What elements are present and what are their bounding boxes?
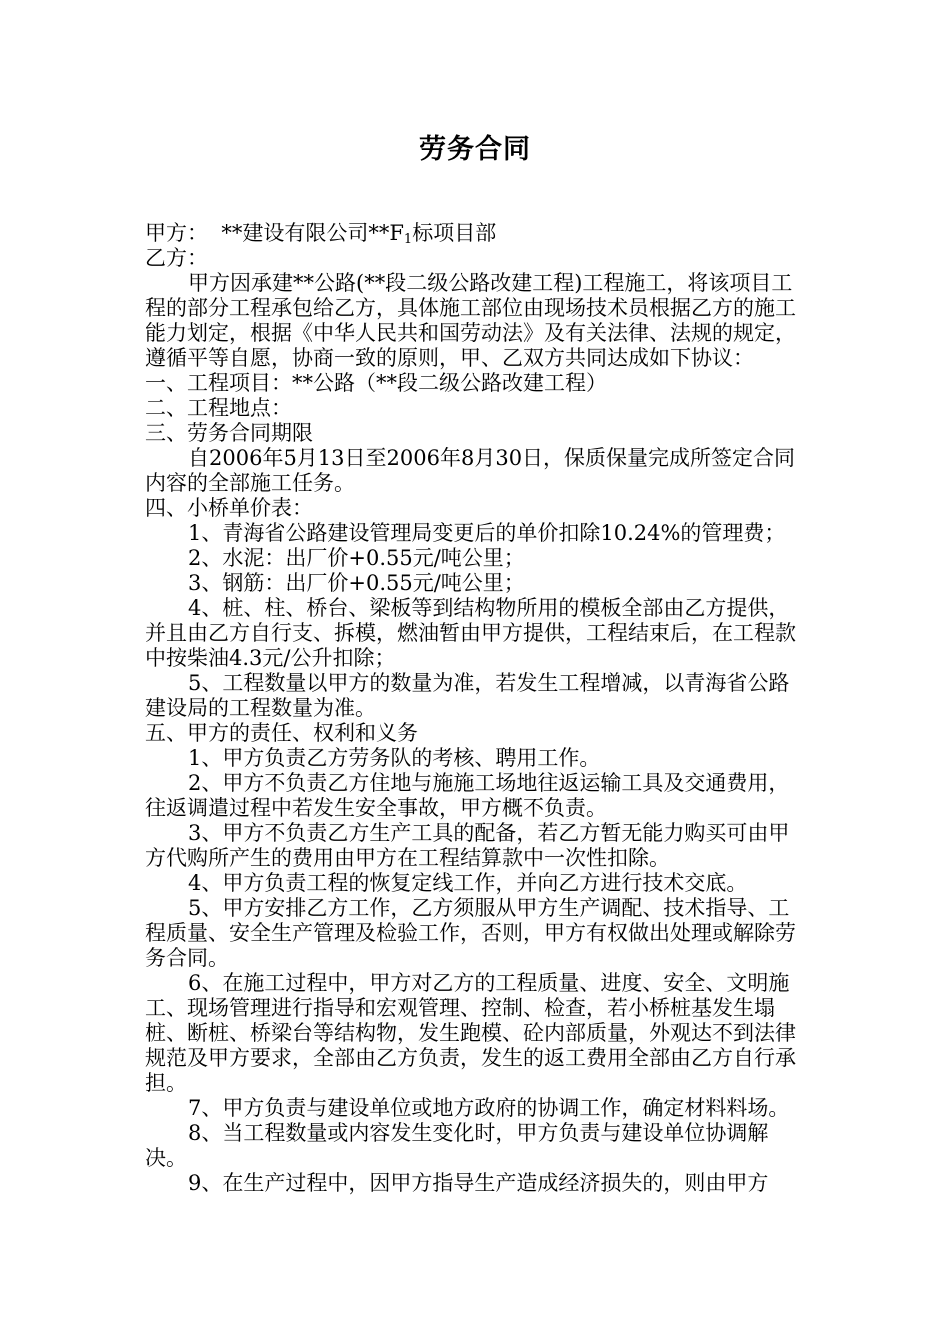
section-3-item-1: 自2006年5月13日至2006年8月30日，保质保量完成所签定合同内容的全部施工任务。	[145, 446, 796, 495]
preamble-paragraph: 甲方因承建**公路(**段二级公路改建工程)工程施工，将该项目工程的部分工程承包给乙方，具体施工部位由现场技术员根据乙方的施工能力划定，根据《中华人民共和国劳动法》及有关法律、法规的规定，遵循平等自愿，协商一致的原则，甲、乙双方共同达成如下协议：	[145, 271, 796, 370]
section-heading-2: 二、工程地点：	[145, 396, 292, 420]
document-title: 劳务合同	[419, 134, 531, 165]
section-heading-5: 五、甲方的责任、权利和义务	[145, 721, 418, 745]
section-4-item-3: 3、钢筋：出厂价+0.55元/吨公里；	[188, 571, 525, 595]
party-b-line: 乙方：	[145, 246, 208, 270]
section-4-item-5: 5、工程数量以甲方的数量为准，若发生工程增减，以青海省公路建设局的工程数量为准。	[145, 671, 790, 720]
section-5-item-8: 8、当工程数量或内容发生变化时，甲方负责与建设单位协调解决。	[145, 1121, 769, 1170]
party-a-subscript: 1	[403, 232, 413, 247]
section-5-item-9: 9、在生产过程中，因甲方指导生产造成经济损失的，则由甲方	[188, 1171, 769, 1195]
section-5-item-1: 1、甲方负责乙方劳务队的考核、聘用工作。	[188, 746, 601, 770]
section-heading-1: 一、工程项目：**公路（**段二级公路改建工程）	[145, 371, 607, 395]
document-body	[145, 221, 807, 1196]
section-5-item-6: 6、在施工过程中，甲方对乙方的工程质量、进度、安全、文明施工、现场管理进行指导和宏观管理、控制、检查，若小桥桩基发生塌桩、断桩、桥梁台等结构物，发生跑模、砼内部质量，外观达不到法律规范及甲方要求，全部由乙方负责，发生的返工费用全部由乙方自行承担。	[145, 971, 796, 1095]
section-4-item-2: 2、水泥：出厂价+0.55元/吨公里；	[188, 546, 525, 570]
section-5-item-5: 5、甲方安排乙方工作，乙方须服从甲方生产调配、技术指导、工程质量、安全生产管理及检验工作，否则，甲方有权做出处理或解除劳务合同。	[145, 896, 796, 970]
section-5-item-2: 2、甲方不负责乙方住地与施施工场地往返运输工具及交通费用，往返调遣过程中若发生安全事故，甲方概不负责。	[145, 771, 790, 820]
party-a-label: 甲方：	[145, 221, 208, 245]
party-a-value-suffix: 标项目部	[412, 221, 497, 245]
party-a-line	[145, 221, 807, 246]
section-4-item-1: 1、青海省公路建设管理局变更后的单价扣除10.24%的管理费；	[188, 521, 786, 545]
section-5-item-3: 3、甲方不负责乙方生产工具的配备，若乙方暂无能力购买可由甲方代购所产生的费用由甲方在工程结算款中一次性扣除。	[145, 821, 790, 870]
section-heading-3: 三、劳务合同期限	[145, 421, 313, 445]
section-4-item-4: 4、桩、柱、桥台、梁板等到结构物所用的模板全部由乙方提供，并且由乙方自行支、拆模，燃油暂由甲方提供，工程结束后，在工程款中按柴油4.3元/公升扣除；	[145, 596, 796, 670]
section-heading-4: 四、小桥单价表：	[145, 496, 313, 520]
section-5-item-7: 7、甲方负责与建设单位或地方政府的协调工作，确定材料料场。	[188, 1096, 790, 1120]
party-a-value: **建设有限公司**F	[208, 221, 404, 245]
section-5-item-4: 4、甲方负责工程的恢复定线工作，并向乙方进行技术交底。	[188, 871, 748, 895]
